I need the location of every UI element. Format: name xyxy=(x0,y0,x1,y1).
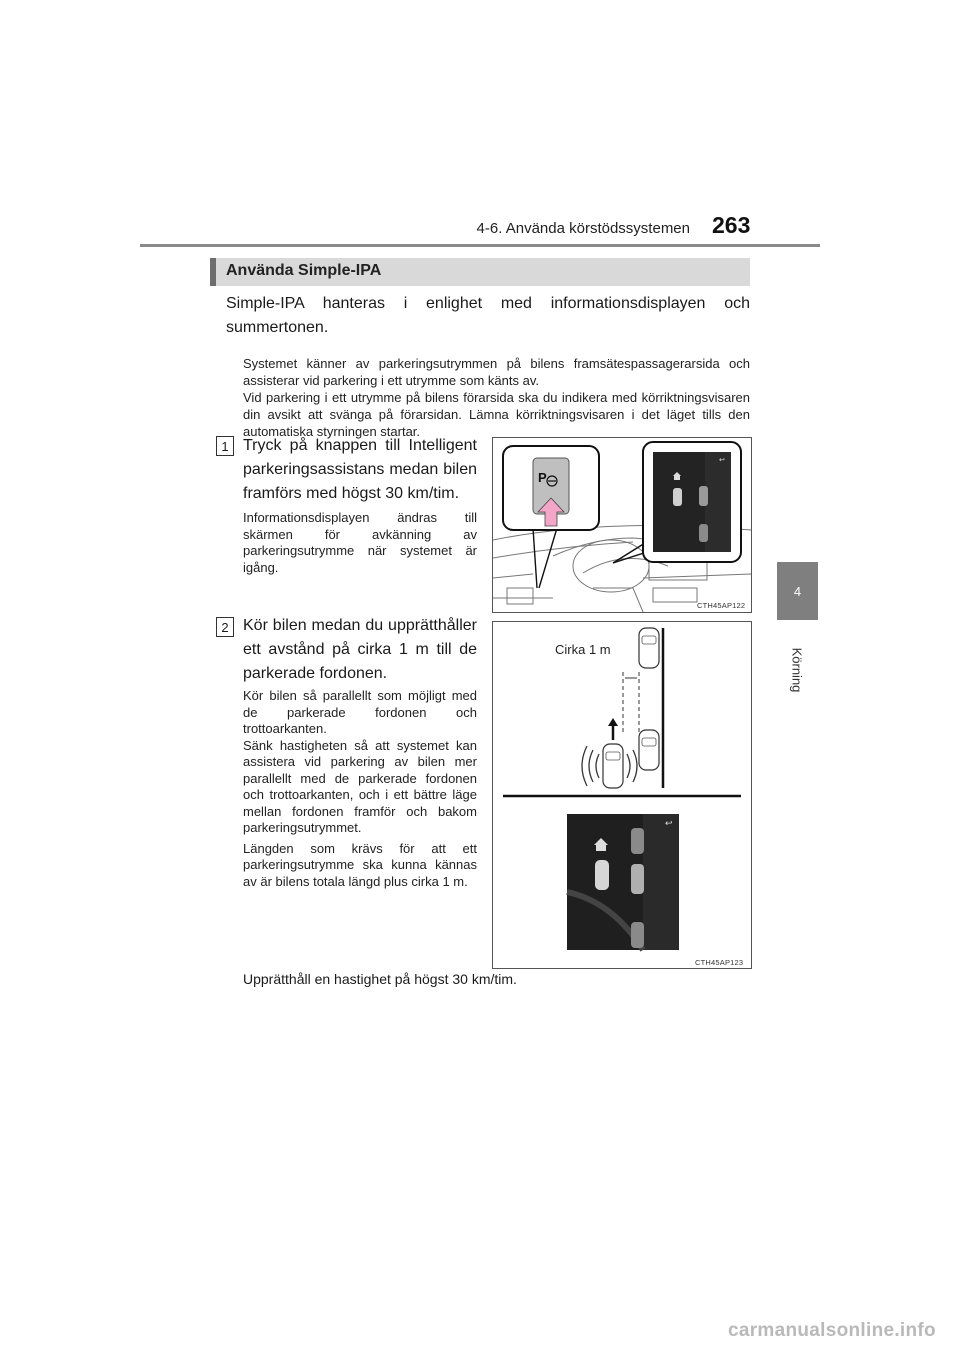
header-divider xyxy=(140,244,820,247)
chapter-label-text: Körning xyxy=(789,647,805,693)
heading-accent-bar xyxy=(210,258,216,286)
step-1-title: Tryck på knappen till Intelligent parkeringsassistans medan bilen framförs med högst 30 km/tim. xyxy=(243,437,477,502)
figure-code-1: CTH45AP122 xyxy=(697,601,746,610)
watermark: carmanualsonline.info xyxy=(728,1320,936,1341)
step-1-text: Informationsdisplayen ändras till skärmen för avkänning av parkeringsutrymme när systemet är igång. xyxy=(243,510,477,575)
note-paragraph-2: Vid parkering i ett utrymme på bilens förarsida ska du indikera med körriktningsvisaren din avsikt att svänga på förarsidan. Lämna körriktningsvisaren i det läget tills den automatiska styrningen startar. xyxy=(243,390,750,439)
page-number: 263 xyxy=(712,212,751,238)
parking-illustration xyxy=(493,622,751,968)
step-2-text-1: Kör bilen så parallellt som möjligt med de parkerade fordonen och trottoarkanten. xyxy=(243,688,477,736)
running-header: 4-6. Använda körstödssystemen xyxy=(476,220,690,237)
intro-paragraph: Simple-IPA hanteras i enlighet med informationsdisplayen och summertonen. xyxy=(226,295,750,336)
section-heading xyxy=(210,258,750,286)
distance-label: Cirka 1 m xyxy=(555,642,611,657)
chapter-label xyxy=(776,640,818,700)
closing-paragraph: Upprätthåll en hastighet på högst 30 km/tim. xyxy=(243,971,517,987)
figure-parallel-parking xyxy=(492,621,752,969)
step-2-text-3: Längden som krävs för att ett parkeringsutrymme ska kunna kännas av är bilens totala längd plus cirka 1 m. xyxy=(243,840,477,889)
chapter-number: 4 xyxy=(793,583,802,599)
step-2-text-2: Sänk hastigheten så att systemet kan assistera vid parkering av bilen mer parallellt med de parkerade fordonen och trottoarkanten, och i ett bättre läge mellan fordonen framför och bakom parkeringsutrymmet. xyxy=(243,737,477,835)
step-2-title: Kör bilen medan du upprätthåller ett avstånd på cirka 1 m till de parkerade fordonen. xyxy=(243,617,477,682)
svg-text:↩: ↩ xyxy=(719,456,725,464)
note-block xyxy=(243,355,750,440)
section-heading-text: Använda Simple-IPA xyxy=(226,262,382,279)
step-2-text-block xyxy=(243,688,477,890)
svg-text:↩: ↩ xyxy=(665,819,673,829)
figure-ipa-button xyxy=(492,437,752,613)
dashboard-illustration xyxy=(493,438,751,612)
chapter-tab xyxy=(777,562,818,620)
note-paragraph-1: Systemet känner av parkeringsutrymmen på bilens framsätespassagerarsida och assisterar vid parkering i ett utrymme som känts av. xyxy=(243,356,750,388)
step-number-2: 2 xyxy=(216,617,234,637)
step-number-1: 1 xyxy=(216,436,234,456)
figure-code-2: CTH45AP123 xyxy=(695,958,744,967)
svg-text:P: P xyxy=(538,470,547,485)
